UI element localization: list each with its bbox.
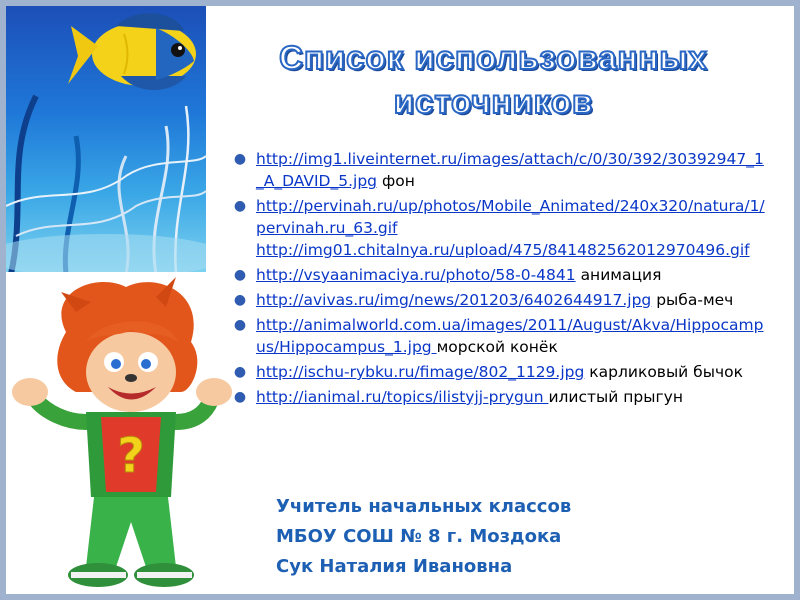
underwater-fish-illustration xyxy=(6,6,206,274)
list-item xyxy=(231,195,771,261)
source-link[interactable]: http://animalworld.com.ua/images/2011/August/Akva/Hippocampus/Hippocampus_1.jpg xyxy=(256,316,764,356)
cartoon-character-illustration xyxy=(6,272,236,594)
source-description: илистый прыгун xyxy=(548,388,683,406)
source-link[interactable]: http://vsyaanimaciya.ru/photo/58-0-4841 xyxy=(256,266,576,284)
source-description: морской конёк xyxy=(436,338,558,356)
source-link[interactable]: http://pervinah.ru/up/photos/Mobile_Animated/240x320/natura/1/pervinah.ru_63.gif xyxy=(256,197,765,237)
source-description: анимация xyxy=(580,266,662,284)
author-school: МБОУ СОШ № 8 г. Моздока xyxy=(276,526,562,547)
bullet-icon: ● xyxy=(233,317,247,333)
sources-list xyxy=(231,148,771,411)
slide xyxy=(6,6,794,594)
bullet-icon: ● xyxy=(233,389,247,405)
source-description: фон xyxy=(381,172,415,190)
author-position: Учитель начальных классов xyxy=(276,496,572,517)
source-link[interactable]: http://img1.liveinternet.ru/images/attach/c/0/30/392/30392947_1_A_DAVID_5.jpg xyxy=(256,150,764,190)
bullet-icon: ● xyxy=(233,151,247,167)
bullet-icon: ● xyxy=(233,198,247,214)
bullet-icon: ● xyxy=(233,267,247,283)
slide-title xyxy=(221,36,766,124)
bullet-icon: ● xyxy=(233,364,247,380)
source-link-secondary[interactable]: http://img01.chitalnya.ru/upload/475/841482562012970496.gif xyxy=(256,241,750,259)
title-line-1: Список использованных xyxy=(279,39,708,76)
list-item xyxy=(231,264,771,286)
boy-image xyxy=(6,272,236,594)
list-item xyxy=(231,148,771,192)
list-item xyxy=(231,314,771,358)
fish-image xyxy=(6,6,206,274)
source-link[interactable]: http://avivas.ru/img/news/201203/6402644917.jpg xyxy=(256,291,652,309)
list-item xyxy=(231,361,771,383)
author-name: Сук Наталия Ивановна xyxy=(276,556,513,577)
source-description: карликовый бычок xyxy=(589,363,743,381)
source-description: рыба-меч xyxy=(656,291,734,309)
list-item xyxy=(231,289,771,311)
author-block xyxy=(276,492,766,582)
svg-text:?: ? xyxy=(117,428,145,484)
title-line-2: источников xyxy=(393,83,594,120)
list-item xyxy=(231,386,771,408)
source-link[interactable]: http://ianimal.ru/topics/ilistyjj-prygun xyxy=(256,388,549,406)
bullet-icon: ● xyxy=(233,292,247,308)
source-link[interactable]: http://ischu-rybku.ru/fimage/802_1129.jpg xyxy=(256,363,585,381)
